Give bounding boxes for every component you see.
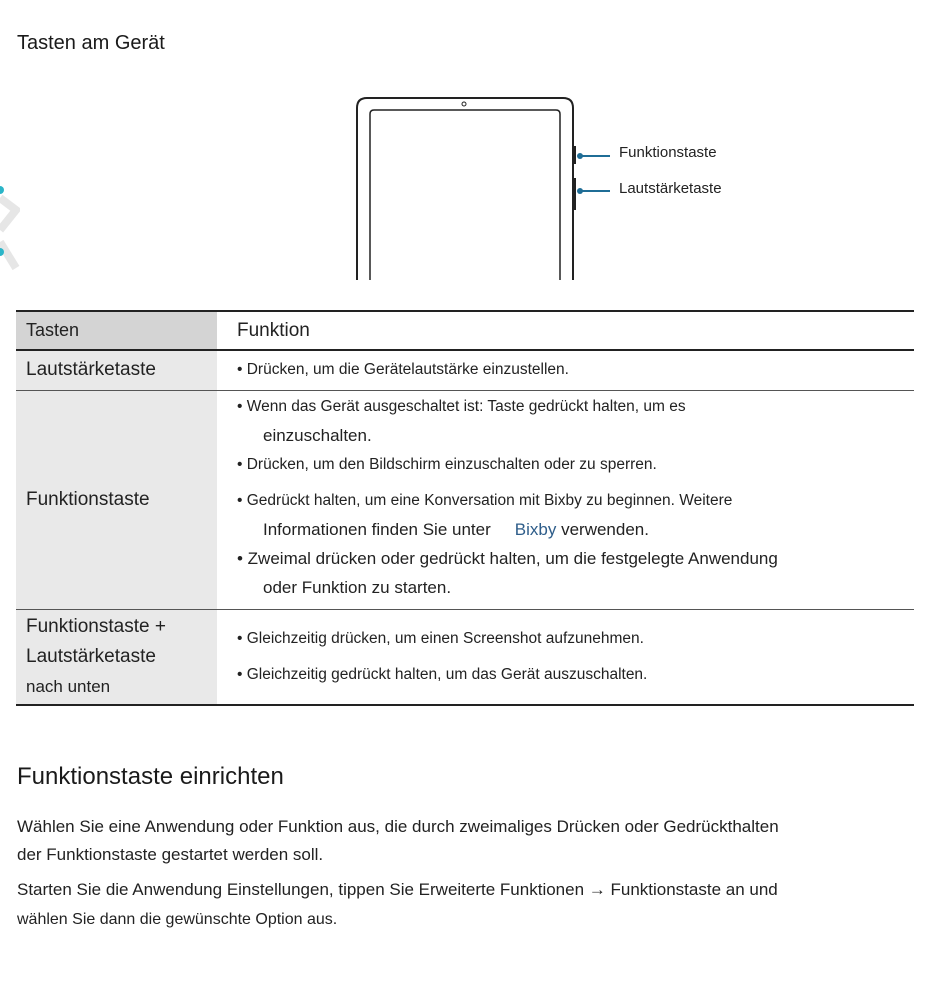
header-keys: Tasten	[16, 311, 217, 350]
function-key-icon	[573, 146, 576, 164]
continuation-text: verwenden.	[561, 519, 649, 539]
table-row	[16, 609, 914, 705]
row-key-volume: Lautstärketaste	[16, 350, 217, 390]
function-item-continuation: oder Funktion zu starten.	[263, 577, 452, 597]
row-key-function: Funktionstaste	[16, 390, 217, 609]
paragraph-line: Wählen Sie eine Anwendung oder Funktion aus, die durch zweimaliges Drücken oder Gedrückthalten	[17, 817, 779, 836]
bixby-link[interactable]: Bixby	[514, 519, 557, 539]
function-item: • Gleichzeitig drücken, um einen Screenshot aufzunehmen.	[237, 629, 644, 647]
function-item: • Gedrückt halten, um eine Konversation mit Bixby zu beginnen. Weitere	[237, 491, 733, 509]
continuation-text: Informationen finden Sie unter	[263, 519, 491, 539]
function-item: • Wenn das Gerät ausgeschaltet ist: Taste gedrückt halten, um es	[237, 397, 686, 415]
key-line: nach unten	[26, 676, 111, 696]
paragraph-line: wählen Sie dann die gewünschte Option aus.	[17, 911, 338, 928]
volume-key-icon	[573, 178, 576, 210]
section-paragraph-1	[17, 813, 877, 869]
row-function-volume	[217, 350, 914, 390]
keys-table	[16, 310, 914, 706]
function-item: • Gleichzeitig gedrückt halten, um das Gerät auszuschalten.	[237, 665, 648, 683]
key-line: Lautstärketaste	[26, 645, 156, 667]
function-item: • Zweimal drücken oder gedrückt halten, um die festgelegte Anwendung	[237, 548, 778, 568]
page-title: Tasten am Gerät	[17, 32, 165, 54]
function-item: • Drücken, um die Gerätelautstärke einzustellen.	[237, 361, 569, 379]
key-line: Funktionstaste +	[26, 615, 166, 637]
function-item: • Drücken, um den Bildschirm einzuschalten oder zu sperren.	[237, 455, 657, 473]
function-item-continuation: einzuschalten.	[263, 425, 372, 445]
callout-volume-key: Lautstärketaste	[619, 180, 722, 197]
function-item-continuation	[237, 513, 904, 547]
table-row	[16, 390, 914, 609]
paragraph-line: der Funktionstaste gestartet werden soll.	[17, 845, 324, 864]
table-row	[16, 350, 914, 390]
callout-function-key: Funktionstaste	[619, 144, 717, 161]
row-function-function	[217, 390, 914, 609]
table-header-row	[16, 311, 914, 350]
decorative-cross-icon	[0, 180, 20, 280]
paragraph-line: Starten Sie die Anwendung Einstellungen, tippen Sie Erweiterte Funktionen → Funktionstaste an und	[17, 880, 778, 899]
section-heading: Funktionstaste einrichten	[17, 763, 284, 790]
header-function: Funktion	[237, 319, 310, 341]
row-function-combo	[217, 609, 914, 705]
section-paragraph-2	[17, 876, 877, 934]
row-key-combo	[16, 609, 217, 705]
